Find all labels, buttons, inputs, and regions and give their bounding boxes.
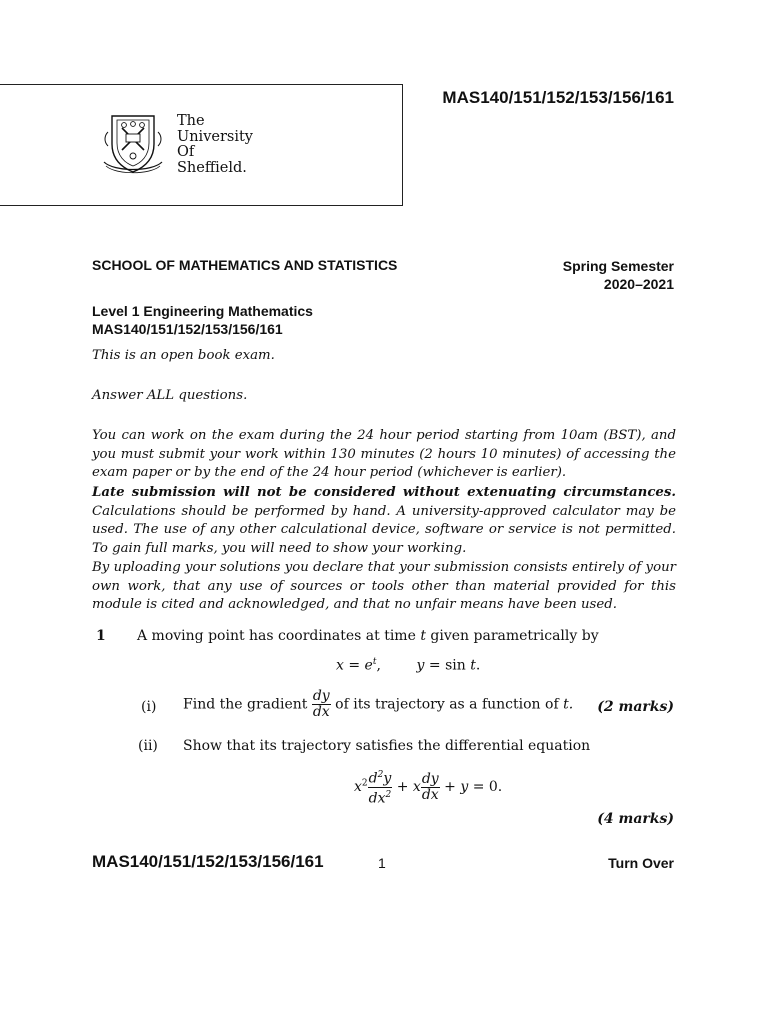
university-name	[177, 114, 253, 176]
university-name-line: Sheffield.	[177, 159, 247, 176]
university-name-line: The	[177, 113, 205, 129]
part-i-marks: (2 marks)	[597, 699, 674, 715]
semester-info	[563, 257, 674, 293]
exam-title	[92, 302, 313, 338]
gradient-fraction: $\frac{dy}{dx}$	[312, 688, 330, 720]
answer-all-note: Answer ALL questions.	[92, 388, 248, 403]
part-i-text-start: Find the gradient	[183, 696, 308, 713]
part-ii-text: Show that its trajectory satisfies the differential equation	[183, 738, 591, 754]
header-module-code: MAS140/151/152/153/156/161	[442, 88, 674, 107]
turn-over-label: Turn Over	[608, 855, 674, 871]
semester-line: Spring Semester	[562, 258, 674, 274]
module-codes: MAS140/151/152/153/156/161	[92, 321, 283, 337]
part-i-text-end: of its trajectory as a function of	[335, 696, 559, 713]
part-ii-label: (ii)	[138, 738, 158, 754]
university-name-line: University	[177, 128, 253, 145]
question-text-start: A moving point has coordinates at time	[137, 628, 416, 644]
page-number: 1	[378, 855, 386, 871]
question-text-end: given parametrically by	[430, 628, 599, 644]
declaration-note: By uploading your solutions you declare that your submission consists entirely of your own work, that any use of sources or tools other than material provided for this module is cited and acknowledged, and that no unfair means have been used.	[92, 560, 676, 612]
late-submission-warning: Late submission will not be considered without extenuating circumstances.	[92, 485, 676, 500]
course-level: Level 1 Engineering Mathematics	[92, 303, 313, 319]
question-text	[137, 628, 599, 644]
university-crest-icon	[100, 110, 166, 176]
work-period-note: You can work on the exam during the 24 hour period starting from 10am (BST), and you must submit your work within 130 minutes (2 hours 10 minutes) of accessing the exam paper or by the end of the 24 hour period (whichever is earlier).	[92, 428, 676, 480]
calculation-rules: Calculations should be performed by hand. A university-approved calculator may be used. The use of any other calculational device, software or service is not permitted. To gain full marks, you will need to show your working.	[92, 503, 676, 556]
academic-year: 2020–2021	[603, 276, 674, 292]
school-name: SCHOOL OF MATHEMATICS AND STATISTICS	[92, 257, 398, 273]
parametric-equations: $x = e^t$, y = sin t.	[336, 657, 481, 674]
part-i-label: (i)	[141, 699, 157, 715]
differential-equation: $x^2$ $\frac{d^2y}{dx^2}$ + x $\frac{dy}{dx}$ + y = 0.	[354, 770, 503, 807]
late-and-calculation-note	[92, 484, 676, 558]
part-i-text	[183, 689, 573, 720]
open-book-note: This is an open book exam.	[92, 348, 275, 363]
question-number: 1	[96, 628, 106, 644]
university-name-line: Of	[177, 144, 195, 160]
footer-module-code: MAS140/151/152/153/156/161	[92, 852, 324, 871]
question-variable: t	[420, 628, 426, 644]
part-i-variable: t.	[563, 696, 574, 713]
part-ii-marks: (4 marks)	[597, 811, 674, 827]
